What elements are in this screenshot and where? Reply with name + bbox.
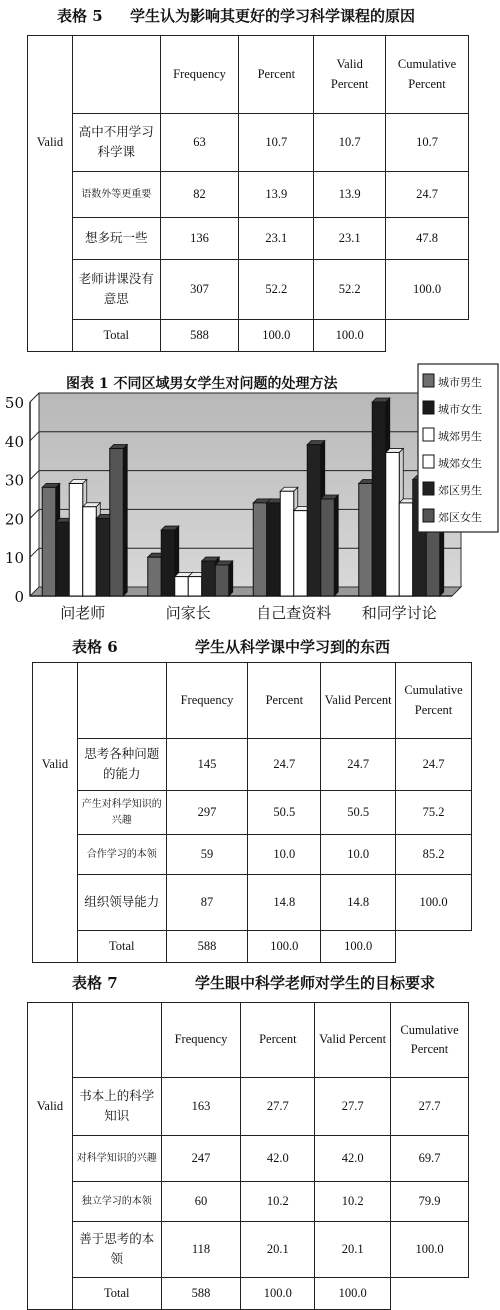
total-cumulative	[396, 931, 472, 963]
bar	[321, 499, 335, 596]
table5	[27, 35, 469, 352]
chart-title: 图表 1 不同区域男女学生对问题的处理方法	[66, 376, 338, 392]
cell-cumulative: 100.0	[391, 1222, 469, 1278]
bar	[110, 449, 124, 596]
header-valid-percent: Valid Percent	[314, 36, 386, 114]
legend-box	[418, 364, 498, 532]
row-label: 书本上的科学知识	[72, 1078, 161, 1136]
total-label: Total	[72, 320, 160, 352]
cell-cumulative: 100.0	[396, 875, 472, 931]
row-label: 老师讲课没有意思	[72, 260, 160, 320]
bar	[69, 483, 83, 596]
table-row	[28, 1136, 469, 1182]
cell-frequency: 297	[166, 791, 248, 835]
table6-title: 学生从科学课中学习到的东西	[195, 638, 391, 656]
row-label: 语数外等更重要	[72, 172, 160, 218]
bar	[215, 565, 229, 596]
row-label: 思考各种问题的能力	[77, 739, 166, 791]
legend-label: 城郊女生	[438, 457, 482, 470]
cell-cumulative: 47.8	[386, 218, 469, 260]
table7-header-row	[28, 1003, 469, 1078]
cell-frequency: 82	[160, 172, 239, 218]
cell-valid-percent: 10.7	[314, 114, 386, 172]
table7-label: 表格 7	[72, 974, 118, 992]
table-row	[28, 1182, 469, 1222]
cell-cumulative: 75.2	[396, 791, 472, 835]
bar	[188, 577, 202, 596]
cell-frequency: 87	[166, 875, 248, 931]
table6-header-row	[33, 663, 472, 739]
total-percent: 100.0	[241, 1278, 315, 1310]
header-percent: Percent	[241, 1003, 315, 1078]
cell-cumulative: 69.7	[391, 1136, 469, 1182]
legend-swatch	[423, 374, 434, 387]
cell-cumulative: 85.2	[396, 835, 472, 875]
total-label: Total	[77, 931, 166, 963]
bar	[386, 452, 400, 596]
table-row	[33, 791, 472, 835]
cell-frequency: 307	[160, 260, 239, 320]
bar	[202, 561, 216, 596]
header-cumulative-percent: Cumulative Percent	[386, 36, 469, 114]
row-label: 独立学习的本领	[72, 1182, 161, 1222]
table-row	[33, 875, 472, 931]
bar	[253, 503, 267, 596]
cell-percent: 42.0	[241, 1136, 315, 1182]
valid-label: Valid	[28, 1078, 73, 1136]
row-label: 组织领导能力	[77, 875, 166, 931]
cell-frequency: 145	[166, 739, 248, 791]
table-row	[28, 260, 469, 320]
header-percent: Percent	[239, 36, 314, 114]
total-cumulative	[391, 1278, 469, 1310]
header-cumulative-percent: Cumulative Percent	[396, 663, 472, 739]
row-label: 想多玩一些	[72, 218, 160, 260]
cell-valid-percent: 10.2	[315, 1182, 391, 1222]
header-valid-percent: Valid Percent	[315, 1003, 391, 1078]
x-tick-label: 自己查资料	[256, 604, 332, 622]
cell-frequency: 63	[160, 114, 239, 172]
table-row	[28, 172, 469, 218]
legend-swatch	[423, 401, 434, 414]
cell-valid-percent: 10.0	[321, 835, 396, 875]
cell-frequency: 136	[160, 218, 239, 260]
row-label: 合作学习的本领	[77, 835, 166, 875]
table5-title: 学生认为影响其更好的学习科学课程的原因	[130, 7, 416, 25]
header-frequency: Frequency	[161, 1003, 241, 1078]
legend-label: 城市女生	[438, 403, 482, 416]
row-label: 对科学知识的兴趣	[72, 1136, 161, 1182]
cell-percent: 50.5	[248, 791, 321, 835]
table5-caption	[0, 5, 500, 25]
header-frequency: Frequency	[160, 36, 239, 114]
legend-swatch	[423, 455, 434, 468]
y-tick-label: 50	[4, 394, 24, 412]
header-percent: Percent	[248, 663, 321, 739]
bar	[294, 511, 308, 596]
cell-frequency: 247	[161, 1136, 241, 1182]
cell-cumulative: 100.0	[386, 260, 469, 320]
chart-figure	[0, 360, 500, 632]
bar	[42, 487, 56, 596]
cell-percent: 14.8	[248, 875, 321, 931]
bar	[280, 491, 294, 596]
cell-cumulative: 24.7	[396, 739, 472, 791]
bar	[372, 402, 386, 596]
header-valid-percent: Valid Percent	[321, 663, 396, 739]
total-percent: 100.0	[239, 320, 314, 352]
cell-percent: 52.2	[239, 260, 314, 320]
cell-valid-percent: 13.9	[314, 172, 386, 218]
bar	[307, 445, 321, 596]
total-frequency: 588	[160, 320, 239, 352]
table7-title: 学生眼中科学老师对学生的目标要求	[195, 974, 436, 992]
x-tick-label: 和同学讨论	[361, 604, 437, 622]
valid-label: Valid	[33, 739, 78, 791]
cell-percent: 20.1	[241, 1222, 315, 1278]
total-label: Total	[72, 1278, 161, 1310]
legend-label: 郊区女生	[438, 511, 482, 524]
cell-cumulative: 27.7	[391, 1078, 469, 1136]
cell-valid-percent: 42.0	[315, 1136, 391, 1182]
cell-valid-percent: 27.7	[315, 1078, 391, 1136]
total-frequency: 588	[161, 1278, 241, 1310]
cell-percent: 10.0	[248, 835, 321, 875]
cell-valid-percent: 20.1	[315, 1222, 391, 1278]
legend-swatch	[423, 509, 434, 522]
bar	[399, 503, 413, 596]
total-valid-percent: 100.0	[321, 931, 396, 963]
bar-side	[229, 561, 233, 596]
table6-caption	[0, 636, 500, 656]
bar	[96, 518, 110, 596]
header-frequency: Frequency	[166, 663, 248, 739]
total-valid-percent: 100.0	[315, 1278, 391, 1310]
legend-label: 城市男生	[438, 376, 482, 389]
table6-label: 表格 6	[72, 638, 118, 656]
bar	[83, 507, 97, 596]
y-tick-label: 40	[4, 432, 24, 451]
table-row	[28, 218, 469, 260]
cell-cumulative: 10.7	[386, 114, 469, 172]
bar	[161, 530, 175, 596]
cell-valid-percent: 50.5	[321, 791, 396, 835]
header-cumulative-percent: Cumulative Percent	[391, 1003, 469, 1078]
cell-percent: 10.7	[239, 114, 314, 172]
x-tick-label: 问家长	[165, 604, 211, 622]
row-label: 产生对科学知识的兴趣	[77, 791, 166, 835]
cell-frequency: 118	[161, 1222, 241, 1278]
total-valid-percent: 100.0	[314, 320, 386, 352]
cell-percent: 23.1	[239, 218, 314, 260]
bar-chart	[0, 360, 500, 632]
table-row	[28, 114, 469, 172]
table7-caption	[0, 972, 500, 992]
x-tick-label: 问老师	[60, 604, 106, 622]
cell-percent: 27.7	[241, 1078, 315, 1136]
table-total-row	[33, 931, 472, 963]
table-row	[33, 739, 472, 791]
table6	[32, 662, 472, 963]
cell-percent: 24.7	[248, 739, 321, 791]
cell-valid-percent: 14.8	[321, 875, 396, 931]
legend-label: 郊区男生	[438, 484, 482, 497]
y-tick-label: 20	[4, 510, 24, 529]
bar	[148, 557, 162, 596]
table-total-row	[28, 1278, 469, 1310]
cell-cumulative: 79.9	[391, 1182, 469, 1222]
row-label: 高中不用学习科学课	[72, 114, 160, 172]
cell-percent: 13.9	[239, 172, 314, 218]
cell-frequency: 163	[161, 1078, 241, 1136]
table-row	[28, 1078, 469, 1136]
bar	[267, 503, 281, 596]
legend-label: 城郊男生	[438, 430, 482, 443]
total-percent: 100.0	[248, 931, 321, 963]
total-cumulative	[386, 320, 469, 352]
legend-swatch	[423, 428, 434, 441]
total-frequency: 588	[166, 931, 248, 963]
row-label: 善于思考的本领	[72, 1222, 161, 1278]
bar	[359, 483, 373, 596]
bar	[56, 522, 70, 596]
cell-valid-percent: 52.2	[314, 260, 386, 320]
cell-valid-percent: 24.7	[321, 739, 396, 791]
table5-label: 表格 5	[57, 7, 103, 25]
bar-side	[334, 495, 338, 596]
cell-frequency: 60	[161, 1182, 241, 1222]
table-row	[28, 1222, 469, 1278]
table7	[27, 1002, 469, 1310]
bar-side	[123, 445, 127, 596]
y-tick-label: 0	[14, 588, 24, 606]
y-tick-label: 30	[4, 471, 24, 490]
y-tick-label: 10	[4, 549, 24, 568]
valid-label: Valid	[28, 114, 73, 172]
cell-valid-percent: 23.1	[314, 218, 386, 260]
bar	[175, 577, 189, 596]
cell-cumulative: 24.7	[386, 172, 469, 218]
table-row	[33, 835, 472, 875]
legend-swatch	[423, 482, 434, 495]
table5-header-row	[28, 36, 469, 114]
cell-frequency: 59	[166, 835, 248, 875]
table-total-row	[28, 320, 469, 352]
cell-percent: 10.2	[241, 1182, 315, 1222]
